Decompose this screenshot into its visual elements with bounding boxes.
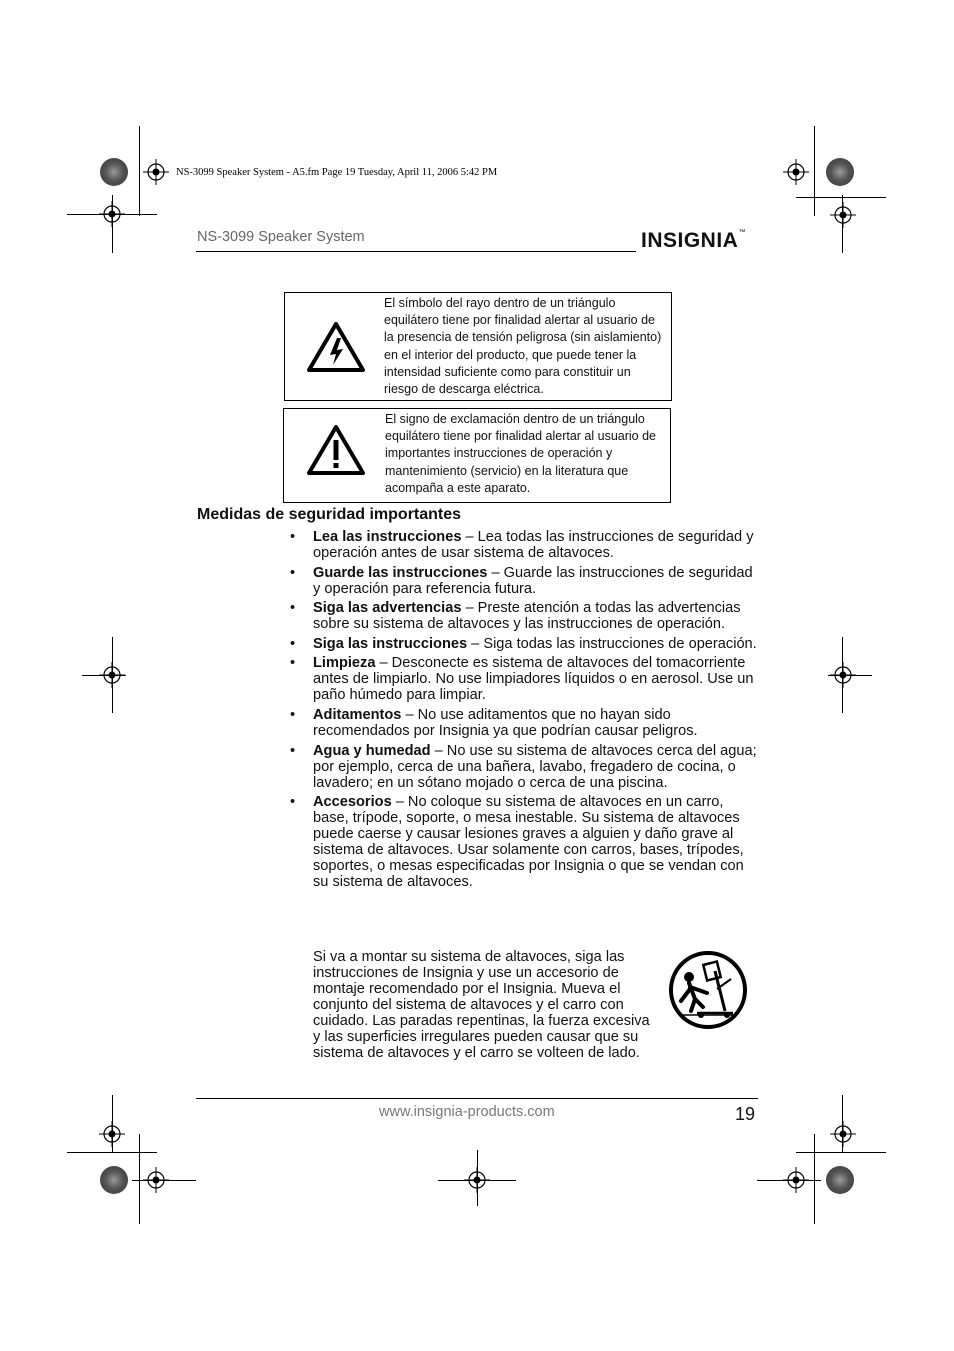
lightning-warning-box bbox=[284, 292, 672, 401]
crop-mark bbox=[828, 675, 872, 676]
header-rule bbox=[196, 251, 636, 252]
cart-paragraph-text: Si va a montar su sistema de altavoces, siga las instrucciones de Insignia y use un accesorio de montaje recomendado por el Insignia. Mueva el conjunto del sistema de altavoces y el carro con cuidado. Las paradas repentinas, la fuerza excesiva y las superficies irregulares pueden causar que su sistema de altavoces y el carro se volteen de lado. bbox=[313, 949, 650, 1061]
crop-mark bbox=[139, 1134, 140, 1224]
exclamation-warning-box bbox=[283, 408, 671, 503]
crop-mark bbox=[796, 1152, 886, 1153]
crop-mark bbox=[82, 675, 126, 676]
crop-mark bbox=[132, 1180, 196, 1181]
registration-target-icon bbox=[143, 159, 169, 185]
bullet-text: – Preste atención a todas las advertencias sobre su sistema de altavoces y las instrucciones de operación. bbox=[313, 600, 741, 633]
bullet: • bbox=[290, 706, 296, 723]
list-item bbox=[290, 529, 760, 561]
bullet-text: – Lea todas las instrucciones de seguridad y operación antes de usar sistema de altavoces. bbox=[313, 529, 754, 561]
crop-mark bbox=[842, 1095, 843, 1153]
crop-mark bbox=[842, 195, 843, 253]
cart-tipover-warning-icon bbox=[667, 949, 749, 1031]
bullet-text: – Guarde las instrucciones de seguridad y operación para referencia futura. bbox=[313, 564, 753, 597]
bullet: • bbox=[290, 655, 296, 672]
bullet-term: Agua y humedad bbox=[313, 742, 431, 759]
bullet-term: Guarde las instrucciones bbox=[313, 564, 488, 581]
bullet-text: – No coloque su sistema de altavoces en un carro, base, trípode, soporte, o mesa inestable. Su sistema de altavoces puede caerse y causar lesiones graves a alguien y daño grave al sistema de altavoces. Usar solamente con carros, bases, trípodes, soportes, o mesas especificadas por Insignia o que se vendan con su sistema de altavoces. bbox=[313, 794, 744, 891]
bullet: • bbox=[290, 635, 296, 652]
crop-mark bbox=[112, 195, 113, 253]
list-item bbox=[290, 707, 760, 739]
bullet-term: Aditamentos bbox=[313, 706, 402, 723]
list-item bbox=[290, 655, 760, 703]
safety-bullet-list bbox=[290, 529, 760, 894]
crop-mark bbox=[757, 1180, 821, 1181]
bullet-text: – Siga todas las instrucciones de operación. bbox=[467, 635, 757, 652]
footer-rule bbox=[196, 1098, 758, 1099]
crop-mark bbox=[139, 126, 140, 216]
running-header-title: NS-3099 Speaker System bbox=[197, 229, 365, 245]
cart-paragraph bbox=[313, 949, 753, 1061]
registration-target-icon bbox=[830, 202, 856, 228]
list-item bbox=[290, 565, 760, 597]
insignia-logo bbox=[641, 229, 746, 253]
list-item bbox=[290, 636, 760, 652]
bullet-term: Siga las advertencias bbox=[313, 600, 462, 617]
list-item bbox=[290, 743, 760, 791]
lightning-triangle-icon bbox=[306, 321, 366, 373]
registration-disc bbox=[100, 1166, 128, 1194]
crop-mark bbox=[796, 197, 886, 198]
footer-url: www.insignia-products.com bbox=[379, 1104, 555, 1120]
registration-target-icon bbox=[830, 1121, 856, 1147]
bullet-term: Accesorios bbox=[313, 794, 392, 811]
logo-wordmark: INSIGNIA bbox=[641, 229, 739, 252]
registration-disc bbox=[826, 1166, 854, 1194]
crop-mark bbox=[112, 1095, 113, 1153]
bullet-term: Limpieza bbox=[313, 655, 376, 672]
exclamation-warning-text: El signo de exclamación dentro de un triángulo equilátero tiene por finalidad alertar al usuario de importantes instrucciones de operación y mantenimiento (servicio) en la literatura que acompaña a este aparato. bbox=[385, 412, 657, 495]
registration-disc bbox=[826, 158, 854, 186]
logo-trademark: ™ bbox=[738, 229, 746, 236]
registration-target-icon bbox=[783, 159, 809, 185]
bullet: • bbox=[290, 564, 296, 581]
bullet: • bbox=[290, 742, 296, 759]
bullet-term: Lea las instrucciones bbox=[313, 529, 462, 545]
framemaker-slug-line: NS-3099 Speaker System - A5.fm Page 19 Tuesday, April 11, 2006 5:42 PM bbox=[176, 167, 498, 178]
list-item bbox=[290, 600, 760, 632]
crop-mark bbox=[477, 1150, 478, 1206]
bullet: • bbox=[290, 529, 296, 545]
bullet-text: – No use su sistema de altavoces cerca del agua; por ejemplo, cerca de una bañera, lavabo, fregadero de cocina, o lavadero; en un sótano mojado o cerca de una piscina. bbox=[313, 742, 757, 791]
bullet-text: – No use aditamentos que no hayan sido recomendados por Insignia ya que podrían causar peligros. bbox=[313, 706, 698, 739]
registration-disc bbox=[100, 158, 128, 186]
crop-mark bbox=[814, 1134, 815, 1224]
section-heading: Medidas de seguridad importantes bbox=[197, 506, 462, 523]
lightning-warning-text: El símbolo del rayo dentro de un triángulo equilátero tiene por finalidad alertar al usuario de la presencia de tensión peligrosa (sin aislamiento) en el interior del producto, que puede tener la intensidad suficiente como para constituir un riesgo de descarga eléctrica. bbox=[384, 296, 662, 397]
bullet: • bbox=[290, 600, 296, 617]
crop-mark bbox=[67, 1152, 157, 1153]
bullet-text: – Desconecte es sistema de altavoces del tomacorriente antes de limpiarlo. No use limpiadores líquidos o en aerosol. Use un paño húmedo para limpiar. bbox=[313, 655, 754, 704]
exclamation-triangle-icon bbox=[306, 424, 366, 476]
list-item bbox=[290, 794, 760, 890]
bullet: • bbox=[290, 794, 296, 811]
crop-mark bbox=[814, 126, 815, 216]
bullet-term: Siga las instrucciones bbox=[313, 635, 468, 652]
page-number: 19 bbox=[735, 1104, 756, 1124]
